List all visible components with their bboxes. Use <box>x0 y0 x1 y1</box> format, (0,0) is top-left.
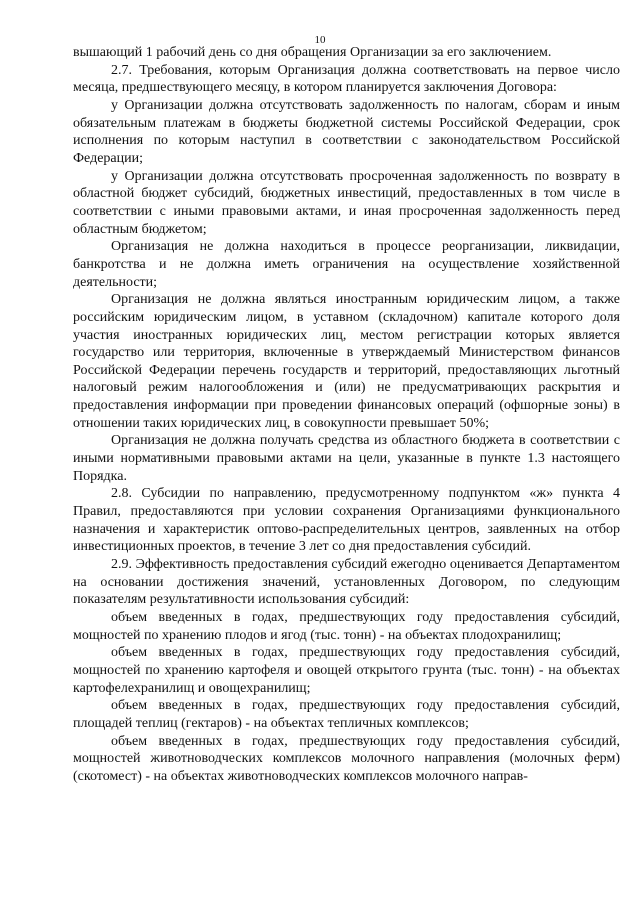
page-number: 10 <box>314 34 326 46</box>
paragraph: Организация не должна находиться в процессе реорганизации, ликвидации, банкротства и не должна иметь ограничения на осуществление хозяйственной деятельности; <box>73 239 620 290</box>
paragraph: объем введенных в годах, предшествующих году предоставления субсидий, площадей теплиц (гектаров) - на объектах тепличных комплексов; <box>73 698 620 731</box>
paragraph: 2.7. Требования, которым Организация должна соответствовать на первое число месяца, предшествующего месяцу, в котором планируется заключения Договора: <box>73 62 620 96</box>
paragraph: объем введенных в годах, предшествующих году предоставления субсидий, мощностей по хранению картофеля и овощей открытого грунта (тыс. тонн) - на объектах картофелехранилищ и овощехранилищ; <box>73 645 620 696</box>
paragraph: 2.9. Эффективность предоставления субсидий ежегодно оценивается Департаментом на основании достижения значений, установленных Договором, по следующим показателям результативности использования субсидий: <box>73 557 620 608</box>
paragraph: вышающий 1 рабочий день со дня обращения Организации за его заключением. <box>73 45 552 60</box>
paragraph: Организация не должна являться иностранным юридическим лицом, а также российским юридическим лицом, в уставном (складочном) капитале которого доля участия иностранных юридических лиц, местом регистрации которых является государство или территория, включенные в утверждаемый Министерством финансов Российской Федерации перечень государств и территорий, предоставляющих льготный налоговый режим налогообложения и (или) не предусматривающих раскрытия и предоставления информации при проведении финансовых операций (офшорные зоны) в отношении таких юридических лиц, в совокупности превышает 50%; <box>73 292 620 431</box>
paragraph: объем введенных в годах, предшествующих году предоставления субсидий, мощностей по хранению плодов и ягод (тыс. тонн) - на объектах плодохранилищ; <box>73 610 620 643</box>
document-body <box>73 44 620 786</box>
paragraph: у Организации должна отсутствовать просроченная задолженность по возврату в областной бюджет субсидий, бюджетных инвестиций, предоставленных в том числе в соответствии с иными правовыми актами, и иная просроченная задолженность перед областным бюджетом; <box>73 168 620 237</box>
paragraph: у Организации должна отсутствовать задолженность по налогам, сборам и иным обязательным платежам в бюджеты бюджетной системы Российской Федерации, срок исполнения по которым наступил в соответствии с законодательством Российской Федерации; <box>73 97 620 166</box>
paragraph: объем введенных в годах, предшествующих году предоставления субсидий, мощностей животноводческих комплексов молочного направления (молочных ферм) (скотомест) - на объектах животноводческих комплексов молочного направ- <box>73 733 620 784</box>
paragraph: 2.8. Субсидии по направлению, предусмотренному подпунктом «ж» пункта 4 Правил, предоставляются при условии сохранения Организациями функционального назначения и характеристик оптово-распределительных центров, заявленных на отбор инвестиционных проектов, в течение 3 лет со дня предоставления субсидий. <box>73 486 620 555</box>
paragraph: Организация не должна получать средства из областного бюджета в соответствии с иными нормативными правовыми актами на цели, указанные в пункте 1.3 настоящего Порядка. <box>73 433 620 484</box>
